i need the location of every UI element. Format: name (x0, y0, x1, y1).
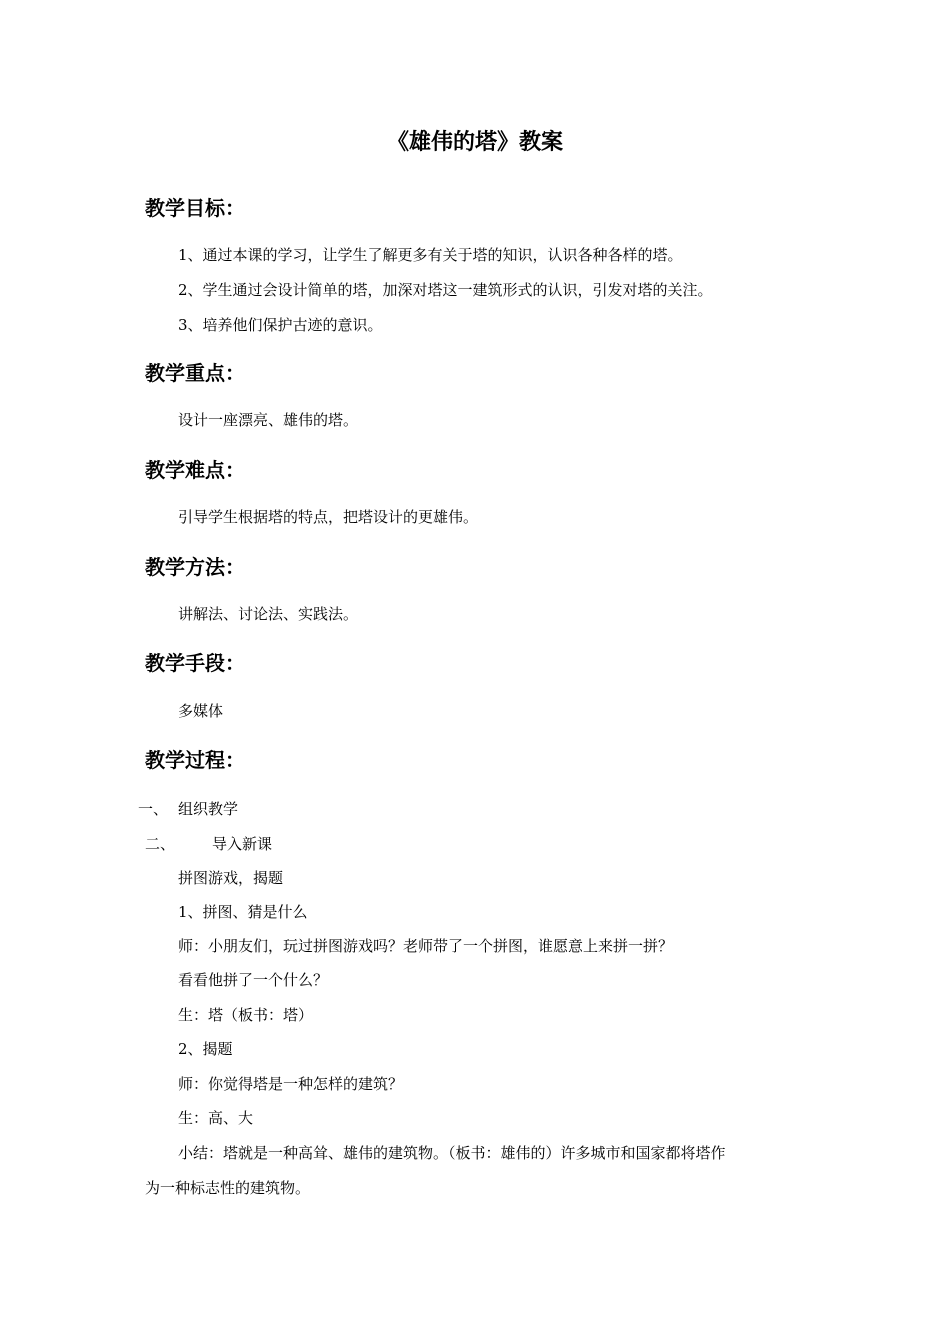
summary-line-2: 为一种标志性的建筑物。 (145, 1179, 311, 1197)
difficulty-heading: 教学难点： (145, 458, 245, 482)
step-1-marker: 一、 (138, 800, 169, 818)
key-point-text: 设计一座漂亮、雄伟的塔。 (178, 411, 359, 429)
means-text: 多媒体 (178, 702, 224, 720)
difficulty-text: 引导学生根据塔的特点，把塔设计的更雄伟。 (178, 508, 479, 526)
summary-line-1: 小结：塔就是一种高耸、雄伟的建筑物。（板书：雄伟的）许多城市和国家都将塔作 (178, 1144, 726, 1162)
process-line: 看看他拼了一个什么？ (178, 971, 329, 989)
process-line: 2、揭题 (178, 1040, 233, 1058)
objective-item-2: 2、学生通过会设计简单的塔，加深对塔这一建筑形式的认识，引发对塔的关注。 (178, 281, 713, 299)
means-heading: 教学手段： (145, 651, 245, 675)
process-line: 师：你觉得塔是一种怎样的建筑？ (178, 1075, 404, 1093)
objective-item-1: 1、通过本课的学习，让学生了解更多有关于塔的知识，认识各种各样的塔。 (178, 246, 683, 264)
process-line: 生：塔（板书：塔） (178, 1006, 314, 1024)
methods-text: 讲解法、讨论法、实践法。 (178, 605, 359, 623)
process-line: 1、拼图、猜是什么 (178, 903, 308, 921)
methods-heading: 教学方法： (145, 555, 245, 579)
key-point-heading: 教学重点： (145, 361, 245, 385)
objective-item-3: 3、培养他们保护古迹的意识。 (178, 316, 383, 334)
step-2-marker: 二、 (145, 835, 176, 853)
document-title: 《雄伟的塔》教案 (386, 129, 563, 155)
step-2-label: 导入新课 (212, 835, 273, 853)
process-heading: 教学过程： (145, 748, 245, 772)
process-line: 生：高、大 (178, 1109, 254, 1127)
objectives-heading: 教学目标： (145, 196, 245, 220)
process-line: 师：小朋友们，玩过拼图游戏吗？老师带了一个拼图，谁愿意上来拼一拼？ (178, 937, 674, 955)
process-line: 拼图游戏，揭题 (178, 869, 284, 887)
step-1-label: 组织教学 (178, 800, 239, 818)
